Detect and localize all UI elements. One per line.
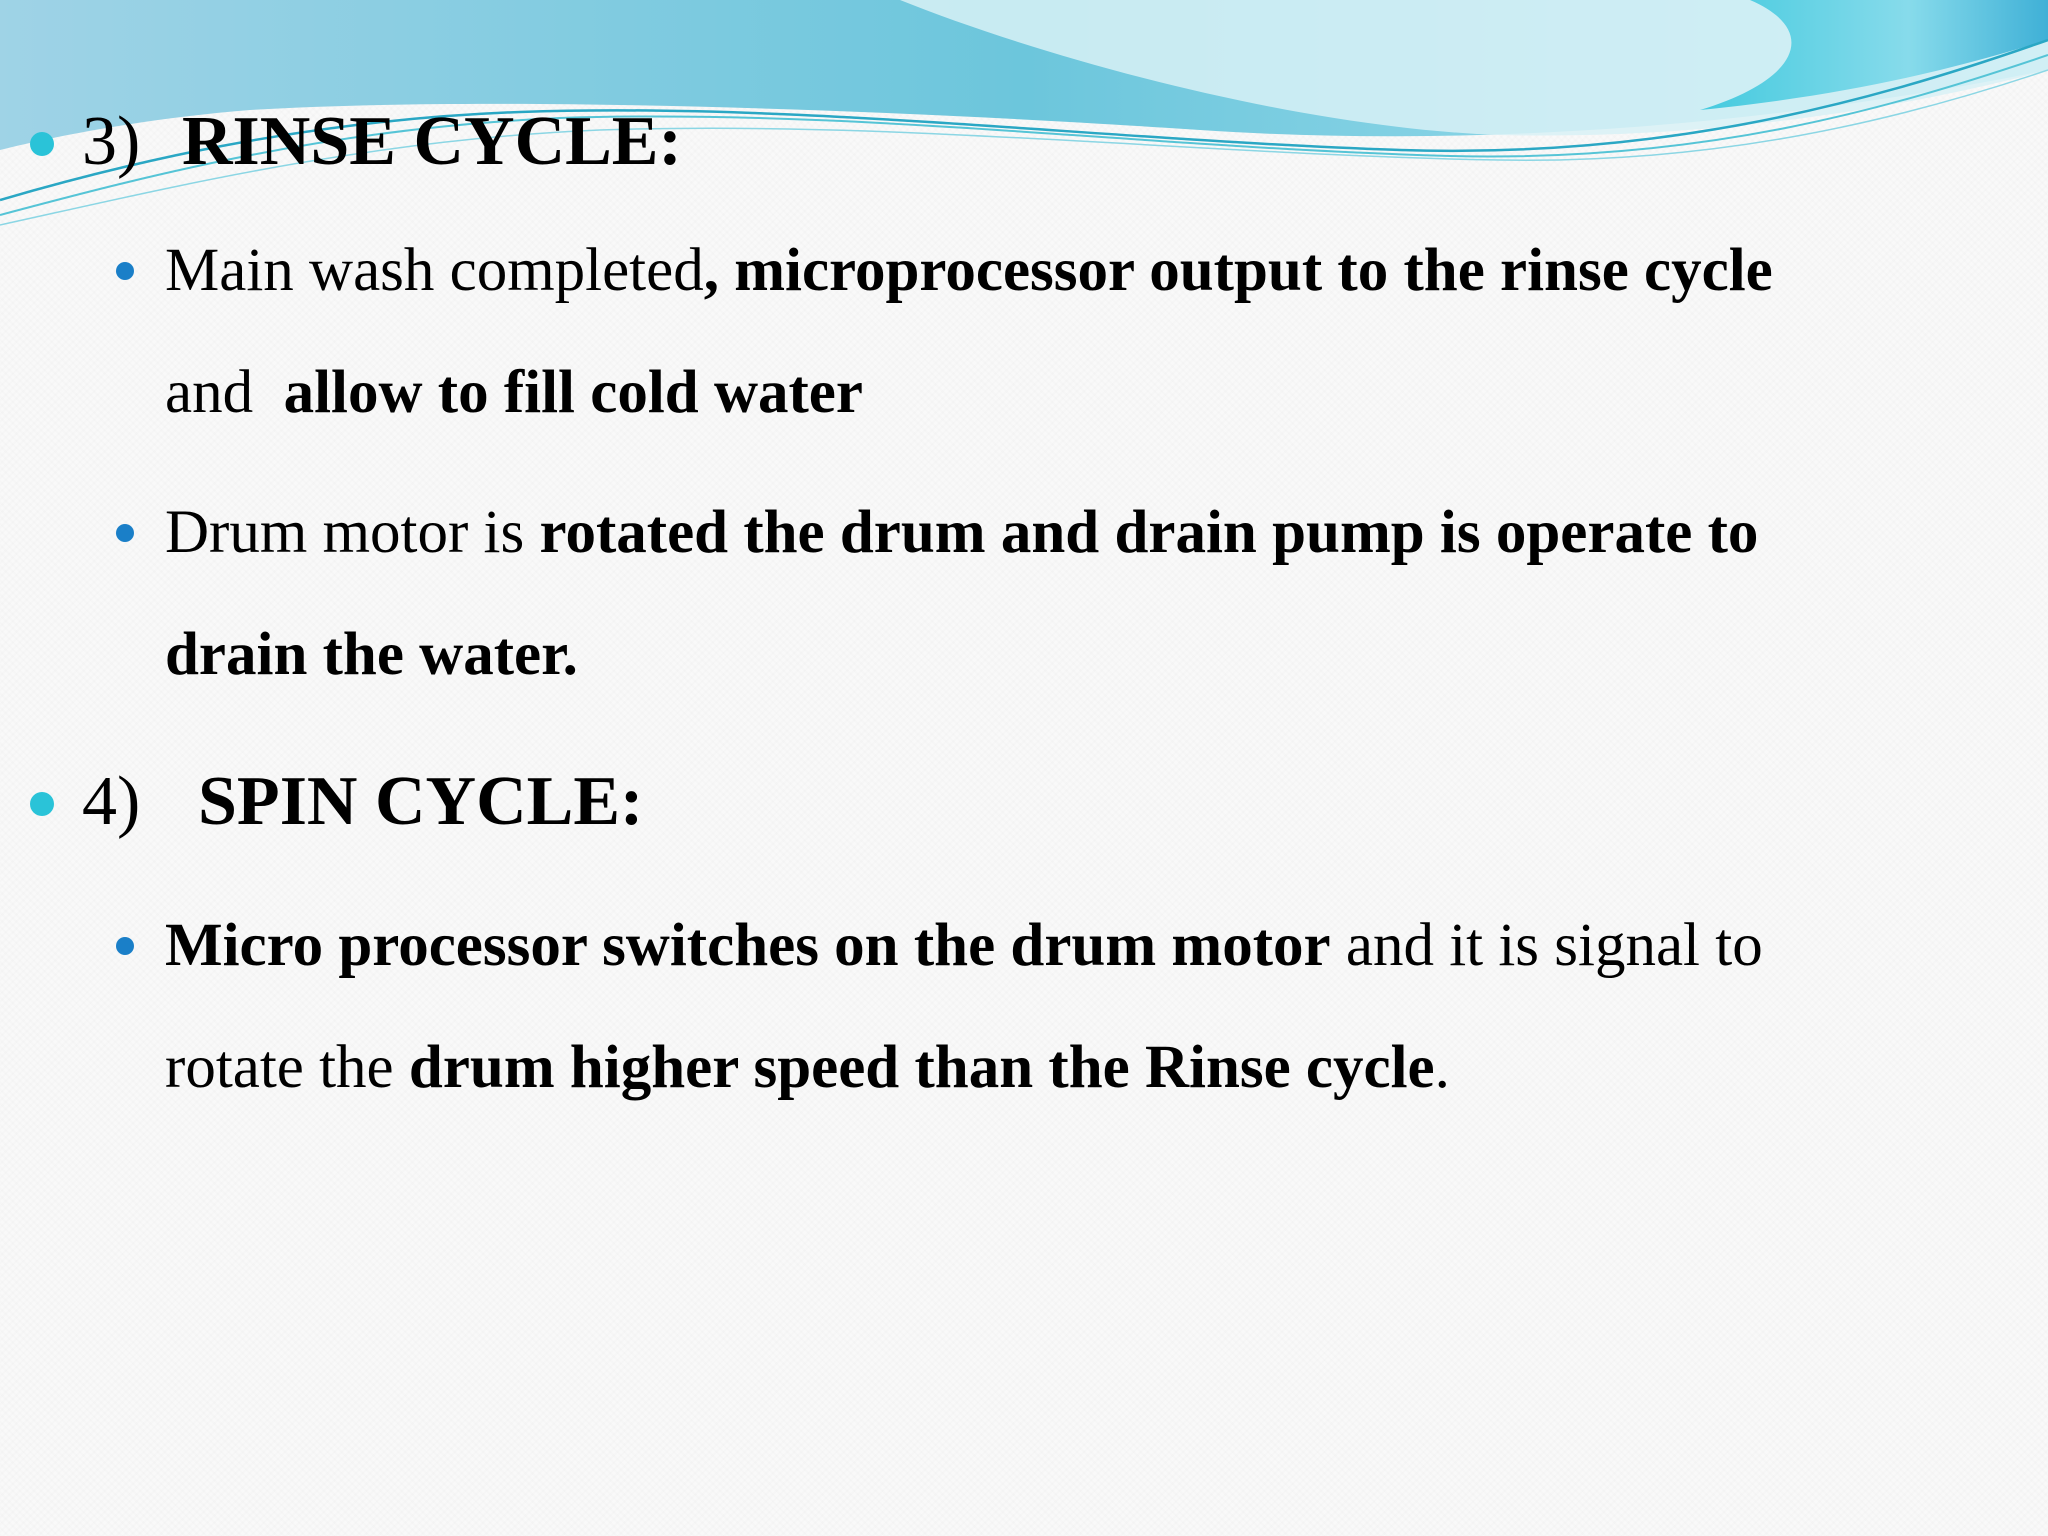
text-bold: rotated the drum and drain pump is operate to — [539, 499, 1759, 566]
text-bold: Micro processor switches on the drum motor — [165, 912, 1331, 979]
section-number: 3) — [82, 103, 141, 180]
list-item-line — [165, 472, 1758, 594]
text-normal: and — [165, 359, 284, 426]
bullet-icon — [30, 792, 54, 816]
list-item-line — [165, 210, 1773, 332]
bullet-icon — [116, 262, 134, 280]
text-bold: drain the water. — [165, 621, 578, 688]
section-number: 4) — [82, 763, 141, 840]
text-bold: allow to fill cold water — [283, 359, 863, 426]
list-item-line — [165, 1007, 1450, 1129]
bullet-icon — [116, 524, 134, 542]
bullet-icon — [116, 937, 134, 955]
list-item-line — [165, 332, 863, 454]
bullet-icon — [30, 132, 54, 156]
text-normal: and it is signal to — [1330, 912, 1763, 979]
text-normal: Main wash completed — [165, 237, 704, 304]
section-title: RINSE CYCLE: — [182, 103, 682, 180]
text-normal: Drum motor is — [165, 499, 540, 566]
text-normal: rotate the — [165, 1034, 409, 1101]
text-bold: , microprocessor output to the rinse cycle — [703, 237, 1773, 304]
text-normal: . — [1434, 1034, 1450, 1101]
section-title: SPIN CYCLE: — [198, 763, 644, 840]
list-item-line — [165, 594, 578, 716]
text-bold: drum higher speed than the Rinse cycle — [408, 1034, 1435, 1101]
list-item-line — [165, 885, 1763, 1007]
